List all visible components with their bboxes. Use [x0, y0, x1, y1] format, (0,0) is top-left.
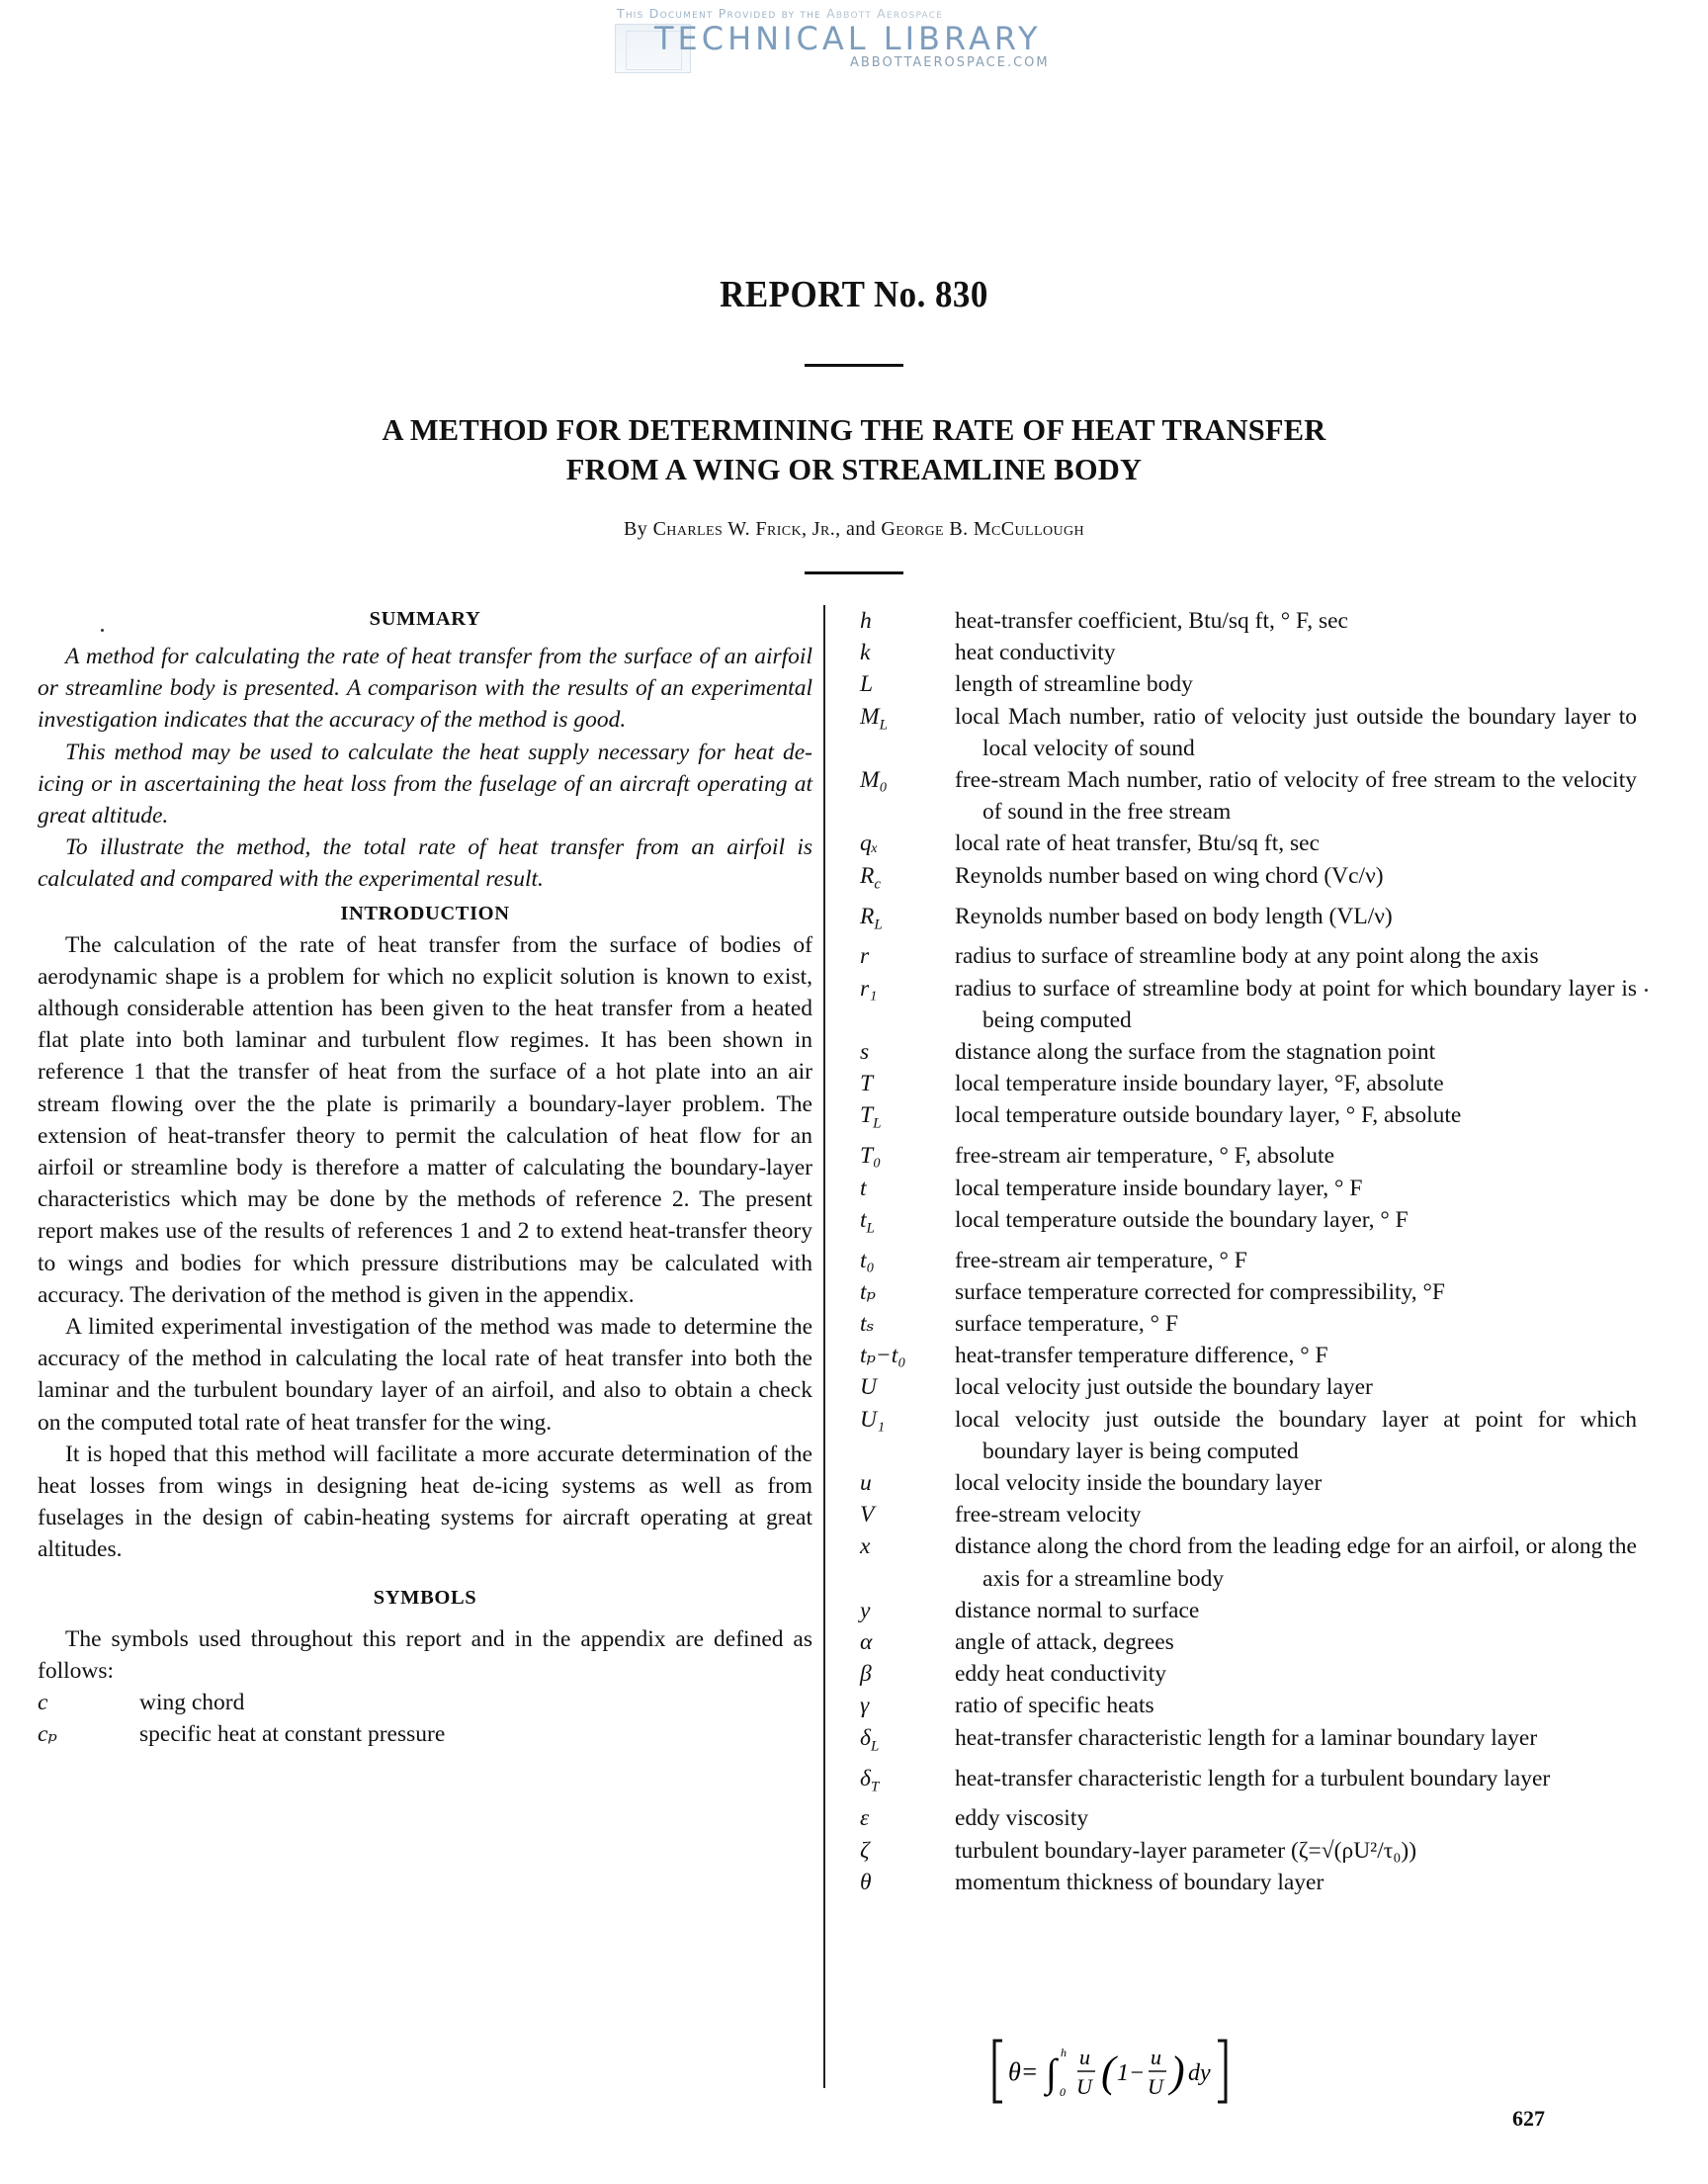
symbol-entry: [860, 860, 1637, 901]
byline-prefix: By: [624, 518, 648, 540]
page-number: 627: [1512, 2106, 1545, 2131]
right-bracket: [1218, 2041, 1226, 2102]
dy: dy: [1188, 2060, 1211, 2086]
scan-speck: [101, 629, 104, 632]
symbol: V: [860, 1502, 875, 1529]
symbol-definition: free-stream air temperature, ° F, absolute: [955, 1143, 1334, 1170]
introduction-paragraph: The calculation of the rate of heat transfer from the surface of bodies of aerodynamic shape is a problem for which no explicit solution is known to exist, although considerable attention has been given to the heat transfer from a heated flat plate into both laminar and turbulent flow regimes. It has been shown in reference 1 that the transfer of heat from the surface of a hot plate into an air stream flowing over the the plate is primarily a boundary-layer problem. The extension of heat-transfer theory to permit the calculation of heat flow for an airfoil or streamline body is therefore a matter of calculating the boundary-layer characteristics which may be done by the methods of reference 2. The present report makes use of the results of references 1 and 2 to extend heat-transfer theory to wings and bodies for which pressure distributions may be calculated with accuracy. The derivation of the method is given in the appendix.: [38, 931, 812, 1308]
formula-svg: [988, 2037, 1324, 2106]
introduction-heading: INTRODUCTION: [340, 902, 510, 924]
paren-open: (: [1101, 2048, 1116, 2096]
integral-sign: ∫: [1046, 2051, 1057, 2095]
symbol: U: [860, 1374, 877, 1401]
summary-heading: SUMMARY: [369, 608, 481, 630]
symbol: θ: [860, 1869, 872, 1895]
symbol: γ: [860, 1693, 870, 1719]
symbol-definition: local temperature inside boundary layer, ° F: [955, 1175, 1363, 1201]
symbol: $M_L$: [860, 703, 888, 734]
symbol: U₁: [860, 1406, 886, 1433]
symbol-entry: [860, 1276, 1637, 1308]
symbol-definition: local Mach number, ratio of velocity just outside the boundary layer to local velocity of sound: [955, 703, 1637, 761]
watermark-url: ABBOTTAEROSPACE.COM: [850, 55, 1050, 70]
symbol-definition: distance along the surface from the stagnation point: [955, 1039, 1436, 1066]
symbol-definition: local temperature outside boundary layer, ° F, absolute: [955, 1102, 1462, 1129]
introduction-section: [38, 898, 812, 1566]
symbol-definition: wing chord: [139, 1690, 245, 1716]
symbol-entry: [860, 973, 1637, 1036]
symbol-definition: angle of attack, degrees: [955, 1629, 1174, 1656]
symbol-definition: heat-transfer characteristic length for a laminar boundary layer: [955, 1724, 1538, 1751]
integral-lower: 0: [1060, 2085, 1066, 2099]
symbol: β: [860, 1661, 872, 1688]
symbol-definition: Reynolds number based on body length (VL/ν): [955, 903, 1393, 929]
symbol-definition: heat-transfer coefficient, Btu/sq ft, ° F, sec: [955, 608, 1348, 634]
symbol: $R_c$: [860, 862, 882, 893]
symbol-entry: [860, 1340, 1637, 1371]
fraction-numerator: u: [1079, 2045, 1090, 2069]
symbol-entry: [860, 1099, 1637, 1140]
one-minus: 1−: [1117, 2060, 1146, 2086]
symbol: $t_L$: [860, 1206, 875, 1237]
symbol: r₁: [860, 975, 878, 1002]
fraction-denominator: U: [1076, 2074, 1092, 2099]
symbol: ζ: [860, 1837, 870, 1864]
abbott-aerospace-watermark: [613, 6, 1107, 75]
report-number: REPORT No. 830: [720, 274, 988, 315]
summary-paragraph: This method may be used to calculate the heat supply necessary for heat de-icing or in ascertaining the heat loss from the fuselage of an aircraft operating at great altitude.: [38, 739, 812, 830]
symbols-intro: The symbols used throughout this report and in the appendix are defined as follows:: [38, 1625, 812, 1684]
symbol-entry: [860, 1204, 1637, 1245]
symbol-definition: distance along the chord from the leading edge for an airfoil, or along the axis for a streamline body: [955, 1533, 1637, 1592]
symbol: M₀: [860, 767, 888, 794]
divider-rule-bottom: [805, 571, 903, 574]
symbol-definition: local velocity inside the boundary layer: [955, 1470, 1323, 1497]
symbol-definition: free-stream velocity: [955, 1502, 1142, 1529]
fraction2-numerator: u: [1151, 2045, 1161, 2069]
symbol: $\delta_T$: [860, 1765, 880, 1795]
symbol: tₚ: [860, 1278, 876, 1305]
symbol: $\delta_L$: [860, 1724, 880, 1755]
symbol: r: [860, 943, 870, 970]
symbol-entry: [860, 701, 1637, 764]
symbol-entry: [860, 1404, 1637, 1467]
symbol-entry: [860, 1530, 1637, 1594]
symbol-entry: [860, 1036, 1637, 1068]
symbol-entry: [860, 1173, 1637, 1204]
symbol: cₚ: [38, 1721, 57, 1748]
theta-symbol: θ=: [1008, 2057, 1039, 2086]
symbol: x: [860, 1533, 871, 1560]
symbol: $R_L$: [860, 903, 883, 933]
symbol: $T_L$: [860, 1102, 882, 1133]
introduction-paragraph: A limited experimental investigation of the method was made to determine the accuracy of the method in calculating the local rate of heat transfer into both the laminar and the turbulent boundary layer of an airfoil, and also to obtain a check on the computed total rate of heat transfer for the wing.: [38, 1314, 812, 1436]
symbol-definition: free-stream Mach number, ratio of velocity of free stream to the velocity of sound in the free stream: [955, 767, 1637, 826]
symbol-definition: turbulent boundary-layer parameter (ζ=√(ρU²/τ₀)): [955, 1837, 1417, 1864]
symbol-definition: surface temperature corrected for compressibility, °F: [955, 1278, 1445, 1305]
symbol-entry: [860, 940, 1637, 972]
byline-conjunction: and: [845, 518, 877, 540]
symbols-heading: SYMBOLS: [373, 1586, 477, 1609]
momentum-thickness-formula: [988, 2037, 1324, 2113]
author-2: George B. McCullough: [881, 518, 1084, 540]
symbol-entry: [38, 1687, 812, 1718]
watermark-brand: Abbott Aerospace: [826, 6, 944, 21]
symbol: t: [860, 1175, 867, 1201]
symbol-definition: local velocity just outside the boundary layer at point for which boundary layer is being computed: [955, 1406, 1637, 1464]
watermark-technical-library: TECHNICAL LIBRARY: [654, 20, 1042, 57]
symbol-definition: eddy heat conductivity: [955, 1661, 1167, 1688]
summary-section: [38, 603, 812, 896]
scan-speck: [1645, 989, 1648, 992]
symbol: y: [860, 1597, 871, 1623]
summary-paragraph: To illustrate the method, the total rate of heat transfer from an airfoil is calculated and compared with the experimental result.: [38, 834, 812, 893]
integral-upper: h: [1061, 2046, 1067, 2059]
symbol-entry: [860, 1626, 1637, 1658]
symbol-entry: [860, 764, 1637, 828]
symbol-definition: free-stream air temperature, ° F: [955, 1247, 1247, 1273]
author-1: Charles W. Frick, Jr.,: [652, 518, 841, 540]
symbol: tₛ: [860, 1311, 875, 1338]
symbol-definition: specific heat at constant pressure: [139, 1721, 446, 1748]
symbol-entry: [860, 1499, 1637, 1530]
symbol: k: [860, 640, 871, 666]
symbol: tₚ−t₀: [860, 1343, 906, 1369]
symbol-entry: [860, 1245, 1637, 1276]
symbol-definition: local temperature outside the boundary layer, ° F: [955, 1206, 1409, 1233]
symbol: T₀: [860, 1143, 882, 1170]
symbol-entry: [860, 1658, 1637, 1690]
symbol-definition: ratio of specific heats: [955, 1693, 1154, 1719]
symbol-definition: local rate of heat transfer, Btu/sq ft, sec: [955, 830, 1321, 857]
symbol-entry: [860, 1467, 1637, 1499]
symbol-definition: heat-transfer characteristic length for a turbulent boundary layer: [955, 1765, 1551, 1791]
symbol-definition: surface temperature, ° F: [955, 1311, 1179, 1338]
introduction-paragraph: It is hoped that this method will facilitate a more accurate determination of the heat losses from wings in designing heat de-icing systems as well as from fuselages in the design of cabin-heating systems for aircraft operating at great altitudes.: [38, 1441, 812, 1563]
left-bracket: [994, 2041, 1002, 2102]
symbol-entry: [860, 828, 1637, 859]
symbol-definition: eddy viscosity: [955, 1805, 1089, 1832]
symbol-entry: [860, 1371, 1637, 1403]
symbol-entry: [860, 901, 1637, 941]
symbol-entry: [860, 1690, 1637, 1721]
symbol-entry: [860, 1802, 1637, 1834]
symbol: c: [38, 1690, 48, 1716]
right-column-symbol-list: [860, 605, 1637, 1898]
symbol-entry: [860, 1140, 1637, 1172]
symbol-entry: [860, 1867, 1637, 1898]
summary-paragraph: A method for calculating the rate of heat transfer from the surface of an airfoil or streamline body is presented. A comparison with the results of an experimental investigation indicates that the accuracy of the method is good.: [38, 644, 812, 734]
symbol-entry: [860, 1835, 1637, 1867]
symbol-definition: heat-transfer temperature difference, ° F: [955, 1343, 1328, 1369]
symbol-entry: [860, 1068, 1637, 1099]
symbol-entry: [860, 1722, 1637, 1763]
symbol-definition: Reynolds number based on wing chord (Vc/ν): [955, 862, 1384, 889]
watermark-prefix: This Document Provided by the: [617, 6, 821, 21]
symbol: u: [860, 1470, 872, 1497]
symbol-definition: heat conductivity: [955, 640, 1116, 666]
fraction2-denominator: U: [1148, 2074, 1163, 2099]
symbol-entry: [860, 1763, 1637, 1803]
symbol: qₓ: [860, 830, 879, 857]
symbol-definition: length of streamline body: [955, 671, 1193, 698]
divider-rule-top: [805, 364, 903, 367]
symbol: ε: [860, 1805, 870, 1832]
symbol-definition: local velocity just outside the boundary layer: [955, 1374, 1373, 1401]
symbol-entry: [860, 668, 1637, 700]
symbol-entry: [38, 1718, 812, 1750]
watermark-provided-by: [617, 6, 943, 21]
symbol-entry: [860, 1595, 1637, 1626]
title-line-2: FROM A WING OR STREAMLINE BODY: [565, 453, 1143, 486]
left-column: [38, 603, 812, 1751]
symbol: s: [860, 1039, 870, 1066]
symbol-definition: local temperature inside boundary layer, °F, absolute: [955, 1071, 1444, 1097]
symbol: L: [860, 671, 874, 698]
symbol-definition: distance normal to surface: [955, 1597, 1200, 1623]
byline: [0, 518, 1708, 541]
symbol: h: [860, 608, 872, 634]
symbol-list-left: [38, 1687, 812, 1750]
symbol-definition: radius to surface of streamline body at point for which boundary layer is being computed: [955, 975, 1637, 1033]
column-divider: [823, 605, 825, 2088]
symbols-section: [38, 1582, 812, 1751]
symbol-entry: [860, 1308, 1637, 1340]
symbol-definition: radius to surface of streamline body at any point along the axis: [955, 943, 1539, 970]
symbol: t₀: [860, 1247, 875, 1273]
symbol-entry: [860, 637, 1637, 668]
symbol: α: [860, 1629, 873, 1656]
paper-title: [0, 410, 1708, 489]
paren-close: ): [1170, 2048, 1185, 2096]
symbol: T: [860, 1071, 874, 1097]
symbol-entry: [860, 605, 1637, 637]
title-line-1: A METHOD FOR DETERMINING THE RATE OF HEAT TRANSFER: [382, 413, 1326, 447]
symbol-definition: momentum thickness of boundary layer: [955, 1869, 1324, 1895]
